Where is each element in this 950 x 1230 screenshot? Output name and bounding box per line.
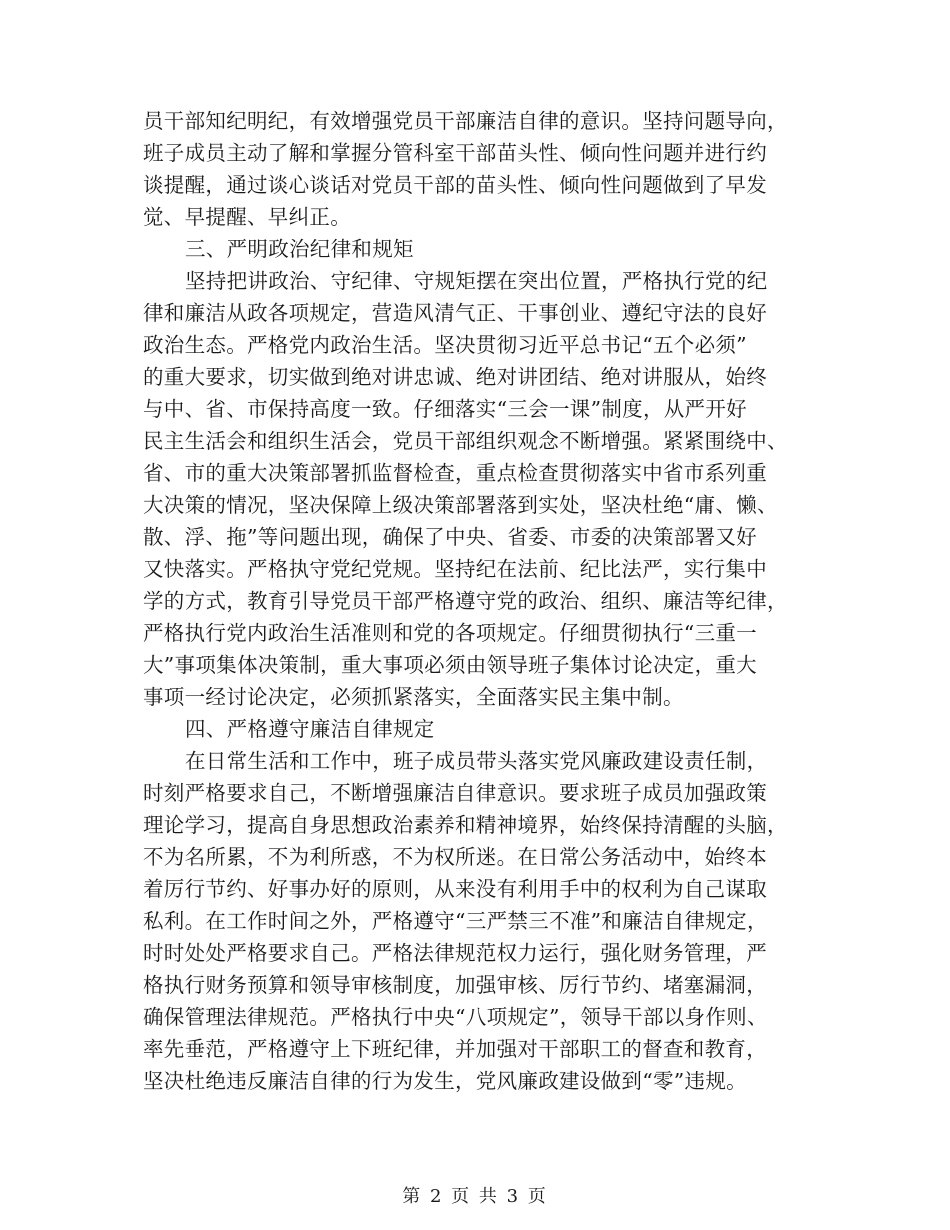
document-body — [143, 105, 807, 1097]
body-line: 坚持把讲政治、守纪律、守规矩摆在突出位置，严格执行党的纪 — [185, 269, 768, 293]
body-line: 谈提醒，通过谈心谈话对党员干部的苗头性、倾向性问题做到了早发 — [143, 173, 767, 197]
body-line: 省、市的重大决策部署抓监督检查，重点检查贯彻落实中省市系列重 — [143, 461, 767, 485]
body-line: 严格执行党内政治生活准则和党的各项规定。仔细贯彻执行“三重一 — [143, 621, 757, 645]
body-line: 大决策的情况，坚决保障上级决策部署落到实处，坚决杜绝“庸、懒、 — [143, 493, 778, 517]
body-line: 员干部知纪明纪，有效增强党员干部廉洁自律的意识。坚持问题导向， — [143, 109, 788, 133]
body-line: 着厉行节约、好事办好的原则，从来没有利用手中的权利为自己谋取 — [143, 877, 767, 901]
body-line: 律和廉洁从政各项规定，营造风清气正、干事创业、遵纪守法的良好 — [143, 301, 767, 325]
section-heading: 三、严明政治纪律和规矩 — [185, 237, 414, 261]
body-line: 格执行财务预算和领导审核制度，加强审核、厉行节约、堵塞漏洞， — [143, 973, 767, 997]
body-line: 理论学习，提高自身思想政治素养和精神境界，始终保持清醒的头脑， — [143, 813, 788, 837]
body-line: 政治生态。严格党内政治生活。坚决贯彻习近平总书记“五个必须” — [143, 333, 747, 357]
body-line: 率先垂范，严格遵守上下班纪律，并加强对干部职工的督查和教育， — [143, 1037, 767, 1061]
page-number-footer: 第 2 页 共 3 页 — [402, 1186, 548, 1207]
body-line: 事项一经讨论决定，必须抓紧落实，全面落实民主集中制。 — [143, 685, 684, 709]
body-line: 散、浮、拖”等问题出现，确保了中央、省委、市委的决策部署又好 — [143, 525, 757, 549]
body-line: 时刻严格要求自己，不断增强廉洁自律意识。要求班子成员加强政策 — [143, 781, 767, 805]
body-line: 与中、省、市保持高度一致。仔细落实“三会一课”制度，从严开好 — [143, 397, 747, 421]
body-line: 学的方式，教育引导党员干部严格遵守党的政治、组织、廉洁等纪律， — [143, 589, 788, 613]
body-line: 大”事项集体决策制，重大事项必须由领导班子集体讨论决定，重大 — [143, 653, 757, 677]
body-line: 确保管理法律规范。严格执行中央“八项规定”，领导干部以身作则、 — [143, 1005, 768, 1029]
body-line: 班子成员主动了解和掌握分管科室干部苗头性、倾向性问题并进行约 — [143, 141, 767, 165]
body-line: 坚决杜绝违反廉洁自律的行为发生，党风廉政建设做到“零”违规。 — [143, 1069, 747, 1093]
body-line: 在日常生活和工作中，班子成员带头落实党风廉政建设责任制， — [185, 749, 768, 773]
body-line: 的重大要求，切实做到绝对讲忠诚、绝对讲团结、绝对讲服从，始终 — [143, 365, 767, 389]
section-heading: 四、严格遵守廉洁自律规定 — [185, 717, 435, 741]
body-line: 又快落实。严格执守党纪党规。坚持纪在法前、纪比法严，实行集中 — [143, 557, 767, 581]
body-line: 觉、早提醒、早纠正。 — [143, 205, 351, 229]
body-line: 不为名所累，不为利所惑，不为权所迷。在日常公务活动中，始终本 — [143, 845, 767, 869]
body-line: 民主生活会和组织生活会，党员干部组织观念不断增强。紧紧围绕中、 — [143, 429, 788, 453]
body-line: 时时处处严格要求自己。严格法律规范权力运行，强化财务管理，严 — [143, 941, 767, 965]
body-line: 私利。在工作时间之外，严格遵守“三严禁三不准”和廉洁自律规定， — [143, 909, 768, 933]
